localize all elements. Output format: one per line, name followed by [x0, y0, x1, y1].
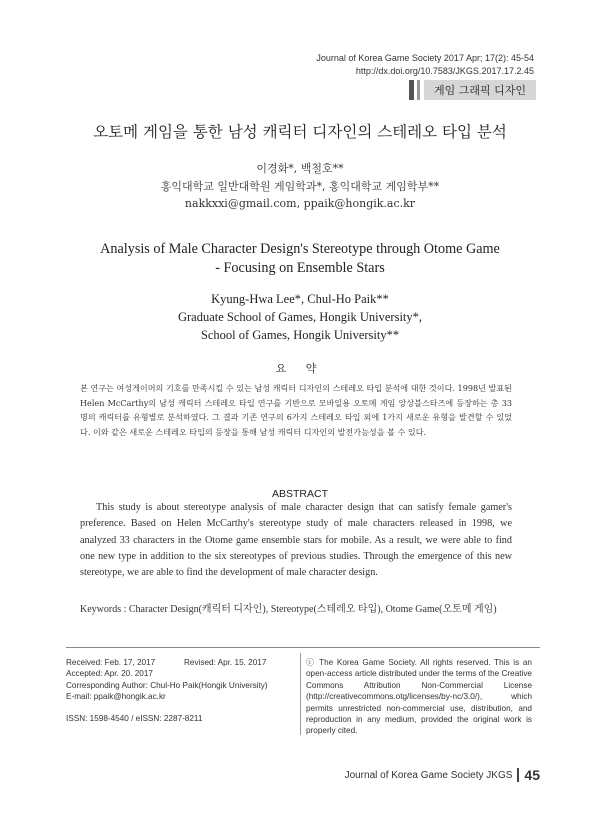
issn: ISSN: 1598-4540 / eISSN: 2287-8211 — [66, 713, 203, 723]
article-info — [66, 657, 276, 724]
authors-korean — [0, 160, 600, 213]
title-korean: 오토메 게임을 통한 남성 캐릭터 디자인의 스테레오 타입 분석 — [93, 123, 507, 141]
journal-citation — [316, 52, 534, 78]
page-footer — [345, 767, 540, 783]
category-bar-light — [417, 80, 420, 100]
author-affiliation-en-2: School of Games, Hongik University** — [200, 328, 400, 342]
abstract-ko-heading: 요 약 — [275, 362, 325, 375]
author-names-ko: 이경화*, 백철호** — [256, 162, 344, 175]
author-affiliation-en-1: Graduate School of Games, Hongik University*, — [177, 310, 423, 324]
journal-line: Journal of Korea Game Society 2017 Apr; 17(2): 45-54 — [316, 53, 534, 63]
footer-journal: Journal of Korea Game Society JKGS — [344, 769, 513, 781]
keywords — [80, 603, 520, 617]
corresponding-author: Corresponding Author: Chul-Ho Paik(Hongik University) — [66, 680, 268, 690]
accepted-date: Accepted: Apr. 20. 2017 — [66, 669, 153, 679]
divider — [66, 647, 540, 648]
footer-bar — [517, 768, 519, 782]
abstract-ko-body — [80, 381, 512, 439]
keywords-label: Keywords : — [80, 604, 129, 615]
author-names-en: Kyung-Hwa Lee*, Chul-Ho Paik** — [211, 292, 389, 306]
title-en-line1: Analysis of Male Character Design's Stereotype through Otome Game — [100, 241, 500, 257]
category-label: 게임 그래픽 디자인 — [424, 80, 536, 100]
title-english — [0, 240, 600, 278]
doi-link[interactable]: http://dx.doi.org/10.7583/JKGS.2017.17.2.45 — [355, 66, 534, 76]
abstract-en-body — [80, 500, 512, 581]
corresponding-email[interactable]: E-mail: ppaik@hongik.ac.kr — [66, 692, 166, 702]
category-bar-dark — [409, 80, 414, 100]
license-text: ⓒ The Korea Game Society. All rights reserved. This is an open-access article distributed under the terms of the Creative Commons Attribution Non-Commercial License (http://creativecommons.otg/licenses/by-nc/3.0/), which permits unrestricted non-commercial use, distribution, and reproduction in any medium, provided the original work is properly cited. — [306, 658, 532, 736]
category-tag — [409, 80, 536, 100]
abstract-en-heading: ABSTRACT — [271, 488, 328, 500]
revised-date: Revised: Apr. 15. 2017 — [184, 658, 267, 667]
authors-english — [0, 290, 600, 344]
page-number: 45 — [524, 767, 540, 783]
abstract-ko-text: 본 연구는 여성게이머의 기호를 만족시킬 수 있는 남성 캐릭터 디자인의 스테레오 타입 분석에 대한 것이다. 1998년 발표된 Helen McCarthy의 남성 캐릭터 스테레오 타입 연구를 기반으로 모바일용 오토메 게임 앙상블스타즈에 등장하는 총 33명의 캐릭터를 유형별로 분석하였다. 그 결과 기존 연구의 6가지 스테레오 타입 외에 1가지 새로운 유형을 발견할 수 있었다. 이와 같은 새로운 스테레오 타입의 등장을 통해 남성 캐릭터 디자인의 발전가능성을 볼 수 있다. — [80, 383, 512, 437]
title-en-line2: - Focusing on Ensemble Stars — [215, 260, 385, 276]
keywords-text: Character Design(캐릭터 디자인), Stereotype(스테레오 타입), Otome Game(오토메 게임) — [128, 604, 497, 615]
abstract-en-text: This study is about stereotype analysis of male character design that can satisfy female gamer's preference. Based on Helen McCarthy's stereotype study of male characters released in 1998, we analyzed 33 characters in the Otome game ensemble stars for mobile. As a result, we were able to find one new type in addition to the six stereotypes of previous studies. Through the emergence of this new stereotype, we are able to find the development of male character design. — [80, 502, 512, 579]
received-date: Received: Feb. 17, 2017 — [66, 658, 156, 667]
author-emails[interactable]: nakkxxi@gmail.com, ppaik@hongik.ac.kr — [184, 197, 416, 210]
author-affiliation-ko: 홍익대학교 일반대학원 게임학과*, 홍익대학교 게임학부** — [160, 179, 440, 193]
info-divider — [300, 653, 301, 735]
